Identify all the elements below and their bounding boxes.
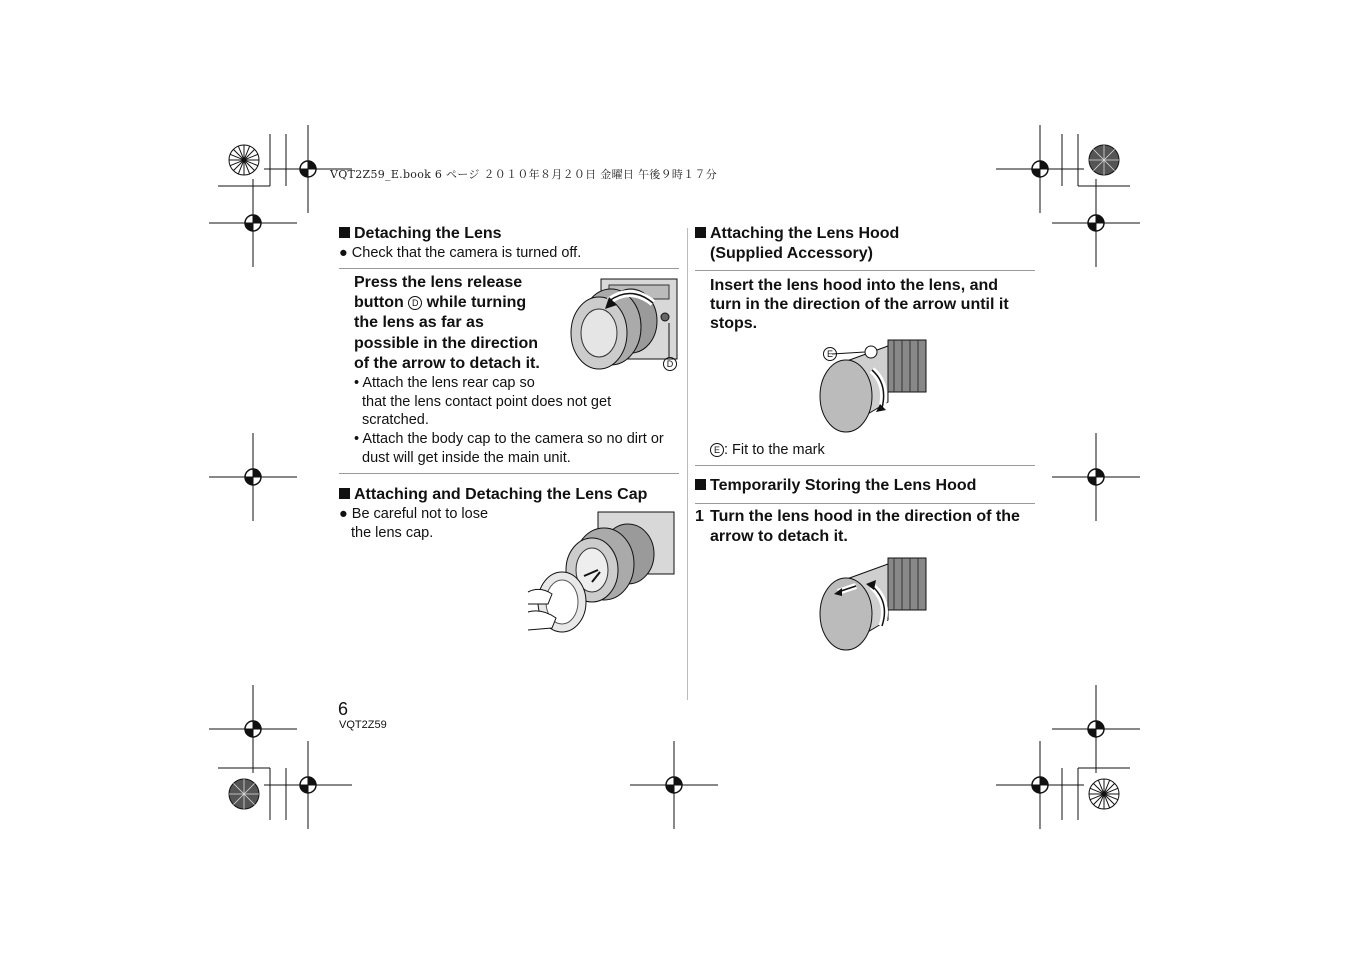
- fit-mark-note: E : Fit to the mark: [710, 441, 825, 460]
- figure-label-e: E: [823, 347, 837, 361]
- section-title-detaching-lens: Detaching the Lens: [339, 224, 502, 244]
- document-code: VQT2Z59: [339, 719, 387, 731]
- dot-bullet-icon: ●: [339, 506, 348, 522]
- divider: [339, 473, 679, 474]
- lens-detach-illustration: [569, 279, 679, 374]
- section-title-lens-cap: Attaching and Detaching the Lens Cap: [339, 485, 647, 505]
- square-bullet-icon: [339, 488, 350, 499]
- marker-d-icon: D: [408, 296, 422, 310]
- marker-e-icon: E: [710, 443, 724, 457]
- note-rear-cap: • Attach the lens rear cap so that the lens contact point does not get scratched.: [354, 375, 612, 428]
- square-bullet-icon: [339, 227, 350, 238]
- lens-cap-illustration: [528, 512, 678, 637]
- square-bullet-icon: [695, 227, 706, 238]
- dot-bullet-icon: ●: [339, 245, 348, 261]
- figure-label-d: D: [663, 357, 677, 371]
- page-number: 6: [338, 699, 349, 719]
- divider: [339, 268, 679, 269]
- section-title-storing-hood: Temporarily Storing the Lens Hood: [695, 476, 976, 496]
- column-divider: [687, 228, 688, 700]
- cap-note: ● Be careful not to lose the lens cap.: [339, 506, 489, 541]
- hood-step-text: Insert the lens hood into the lens, and turn in the direction of the arrow until it stops.: [710, 277, 1009, 332]
- detach-step-text: Press the lens release button D while turning the lens as far as possible in the direction of the arrow to detach it.: [354, 274, 540, 372]
- file-header: VQT2Z59_E.book 6 ページ ２０１０年８月２０日 金曜日 午後９時１７分: [330, 168, 718, 181]
- step-number: 1: [695, 508, 704, 525]
- divider: [695, 270, 1035, 271]
- square-bullet-icon: [695, 479, 706, 490]
- hood-detach-illustration: [818, 558, 928, 653]
- check-note: ● Check that the camera is turned off.: [339, 245, 582, 261]
- section-title-lens-hood: Attaching the Lens Hood (Supplied Accessory): [695, 224, 899, 264]
- divider: [695, 465, 1035, 466]
- note-body-cap: • Attach the body cap to the camera so no dirt or dust will get inside the main unit.: [354, 431, 664, 466]
- store-step-text: Turn the lens hood in the direction of the arrow to detach it.: [710, 508, 1020, 546]
- divider: [695, 503, 1035, 504]
